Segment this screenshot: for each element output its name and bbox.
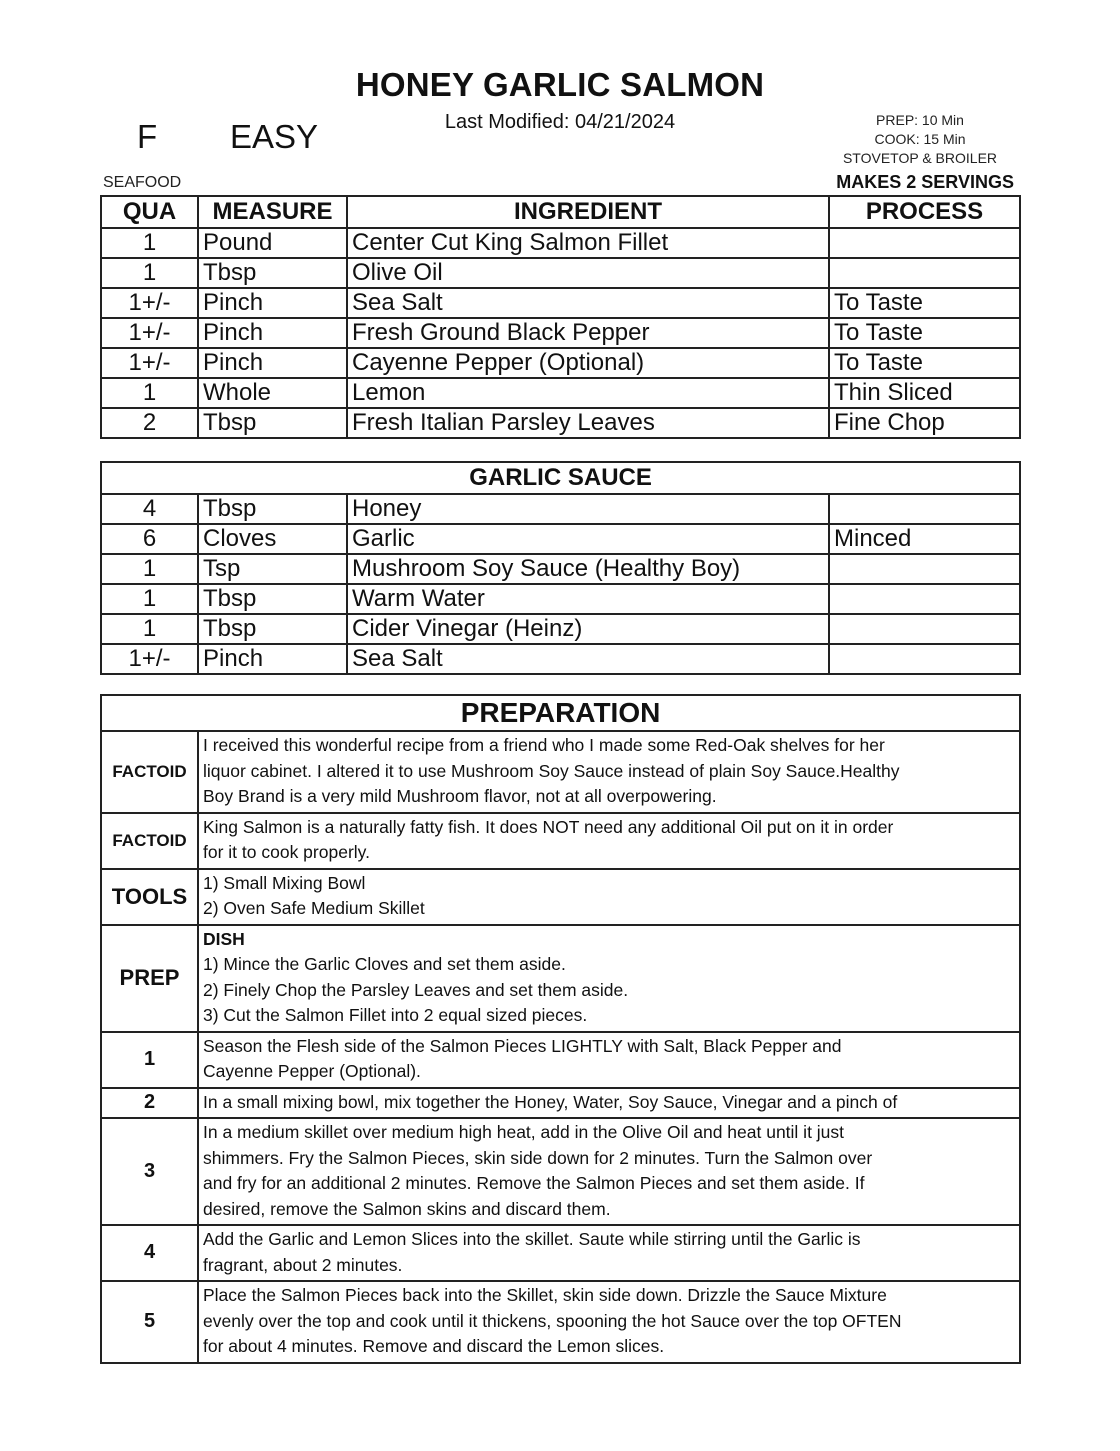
step-number: 4 — [101, 1225, 198, 1281]
step-number: 2 — [101, 1088, 198, 1119]
qty-cell: 1+/- — [101, 288, 198, 318]
process-cell: Thin Sliced — [829, 378, 1020, 408]
measure-cell: Pinch — [198, 288, 347, 318]
step-text — [198, 1088, 1020, 1119]
measure-cell: Tbsp — [198, 258, 347, 288]
ingredients-body — [101, 228, 1020, 438]
qty-cell: 1 — [101, 228, 198, 258]
text-line: In a medium skillet over medium high heat, add in the Olive Oil and heat until it just — [203, 1122, 845, 1142]
text-line: evenly over the top and cook until it thickens, spooning the hot Sauce over the top OFTEN — [203, 1310, 902, 1331]
step-text — [198, 1032, 1020, 1088]
tools-text — [198, 869, 1020, 925]
ingredient-cell: Honey — [347, 494, 829, 524]
last-modified: Last Modified: 04/21/2024 — [444, 111, 676, 133]
process-cell — [829, 258, 1020, 288]
tools-row — [101, 869, 1020, 925]
qty-cell: 1 — [101, 554, 198, 584]
measure-cell: Pinch — [198, 318, 347, 348]
measure-cell: Tbsp — [198, 494, 347, 524]
process-cell — [829, 554, 1020, 584]
ingredient-cell: Fresh Italian Parsley Leaves — [347, 408, 829, 438]
dish-heading: DISH — [203, 928, 245, 949]
text-line: Add the Garlic and Lemon Slices into the skillet. Saute while stirring until the Garlic is — [203, 1229, 861, 1249]
text-line: liquor cabinet. I altered it to use Mushroom Soy Sauce instead of plain Soy Sauce.Healthy — [203, 760, 900, 781]
process-cell: To Taste — [829, 288, 1020, 318]
ingredient-row — [101, 644, 1020, 674]
prep-label: PREP — [101, 925, 198, 1032]
measure-cell: Tbsp — [198, 614, 347, 644]
factoid-label: FACTOID — [101, 731, 198, 813]
garlic-sauce-table — [100, 461, 1021, 675]
recipe-code: F — [137, 118, 158, 155]
qty-cell: 1+/- — [101, 318, 198, 348]
ingredient-row — [101, 614, 1020, 644]
ingredient-row — [101, 228, 1020, 258]
ingredient-row — [101, 524, 1020, 554]
step-row — [101, 1088, 1020, 1119]
process-cell — [829, 644, 1020, 674]
col-header-measure: MEASURE — [198, 196, 347, 228]
col-header-process: PROCESS — [829, 196, 1020, 228]
sauce-title: GARLIC SAUCE — [101, 462, 1020, 494]
qty-cell: 1 — [101, 584, 198, 614]
text-line: Place the Salmon Pieces back into the Skillet, skin side down. Drizzle the Sauce Mixture — [203, 1285, 887, 1305]
preparation-header-row — [101, 695, 1020, 731]
text-line: In a small mixing bowl, mix together the Honey, Water, Soy Sauce, Vinegar and a pinch of — [203, 1091, 898, 1112]
qty-cell: 1 — [101, 258, 198, 288]
qty-cell: 1+/- — [101, 348, 198, 378]
step-text — [198, 1225, 1020, 1281]
col-header-qua: QUA — [101, 196, 198, 228]
text-line: I received this wonderful recipe from a friend who I made some Red-Oak shelves for her — [203, 735, 885, 755]
process-cell — [829, 228, 1020, 258]
tools-label: TOOLS — [101, 869, 198, 925]
ingredient-cell: Sea Salt — [347, 288, 829, 318]
ingredient-row — [101, 258, 1020, 288]
prep-item: 1) Mince the Garlic Cloves and set them aside. — [203, 954, 566, 974]
ingredient-row — [101, 378, 1020, 408]
factoid-text — [198, 813, 1020, 869]
text-line: fragrant, about 2 minutes. — [203, 1254, 403, 1275]
sauce-header-row — [101, 462, 1020, 494]
process-cell — [829, 614, 1020, 644]
step-row — [101, 1118, 1020, 1225]
process-cell: To Taste — [829, 318, 1020, 348]
text-line: King Salmon is a naturally fatty fish. It does NOT need any additional Oil put on it in order — [203, 816, 894, 837]
qty-cell: 1 — [101, 378, 198, 408]
steps-body — [101, 1032, 1020, 1363]
qty-cell: 2 — [101, 408, 198, 438]
cook-method: STOVETOP & BROILER — [842, 150, 998, 166]
ingredient-row — [101, 318, 1020, 348]
prep-item: 2) Finely Chop the Parsley Leaves and set them aside. — [203, 979, 629, 1000]
ingredient-cell: Center Cut King Salmon Fillet — [347, 228, 829, 258]
measure-cell: Pound — [198, 228, 347, 258]
cook-time: COOK: 15 Min — [874, 131, 966, 147]
preparation-table — [100, 694, 1021, 1364]
ingredient-row — [101, 554, 1020, 584]
ingredient-row — [101, 494, 1020, 524]
difficulty-label: EASY — [230, 118, 319, 155]
process-cell: Fine Chop — [829, 408, 1020, 438]
servings-label: MAKES 2 SERVINGS — [836, 172, 1014, 192]
step-text — [198, 1118, 1020, 1225]
step-row — [101, 1281, 1020, 1363]
sauce-body — [101, 494, 1020, 674]
text-line: and fry for an additional 2 minutes. Remove the Salmon Pieces and set them aside. If — [203, 1173, 865, 1193]
ingredient-cell: Fresh Ground Black Pepper — [347, 318, 829, 348]
col-header-ingredient: INGREDIENT — [347, 196, 829, 228]
qty-cell: 4 — [101, 494, 198, 524]
qty-cell: 6 — [101, 524, 198, 554]
ingredient-cell: Olive Oil — [347, 258, 829, 288]
tool-item: 2) Oven Safe Medium Skillet — [203, 898, 425, 918]
ingredient-row — [101, 584, 1020, 614]
text-line: for it to cook properly. — [203, 842, 370, 862]
ingredient-cell: Mushroom Soy Sauce (Healthy Boy) — [347, 554, 829, 584]
time-info — [820, 111, 1020, 168]
text-line: for about 4 minutes. Remove and discard the Lemon slices. — [203, 1336, 665, 1356]
preparation-title: PREPARATION — [101, 695, 1020, 731]
process-cell: To Taste — [829, 348, 1020, 378]
process-cell: Minced — [829, 524, 1020, 554]
measure-cell: Tbsp — [198, 584, 347, 614]
process-cell — [829, 494, 1020, 524]
qty-cell: 1+/- — [101, 644, 198, 674]
prep-time: PREP: 10 Min — [876, 112, 964, 128]
factoid-label: FACTOID — [101, 813, 198, 869]
measure-cell: Cloves — [198, 524, 347, 554]
ingredient-cell: Lemon — [347, 378, 829, 408]
step-row — [101, 1032, 1020, 1088]
measure-cell: Tbsp — [198, 408, 347, 438]
prep-item: 3) Cut the Salmon Fillet into 2 equal sized pieces. — [203, 1005, 588, 1025]
factoid-row — [101, 731, 1020, 813]
tool-item: 1) Small Mixing Bowl — [203, 872, 366, 893]
step-text — [198, 1281, 1020, 1363]
text-line: shimmers. Fry the Salmon Pieces, skin side down for 2 minutes. Turn the Salmon over — [203, 1147, 873, 1168]
ingredient-cell: Sea Salt — [347, 644, 829, 674]
ingredient-row — [101, 348, 1020, 378]
text-line: desired, remove the Salmon skins and discard them. — [203, 1198, 611, 1219]
ingredient-cell: Garlic — [347, 524, 829, 554]
ingredients-header-row — [101, 196, 1020, 228]
ingredient-cell: Cider Vinegar (Heinz) — [347, 614, 829, 644]
factoid-row — [101, 813, 1020, 869]
ingredient-row — [101, 408, 1020, 438]
ingredient-cell: Warm Water — [347, 584, 829, 614]
text-line: Season the Flesh side of the Salmon Pieces LIGHTLY with Salt, Black Pepper and — [203, 1035, 842, 1056]
qty-cell: 1 — [101, 614, 198, 644]
measure-cell: Pinch — [198, 644, 347, 674]
step-number: 3 — [101, 1118, 198, 1225]
ingredient-row — [101, 288, 1020, 318]
prep-text — [198, 925, 1020, 1032]
factoid-text — [198, 731, 1020, 813]
category-label: SEAFOOD — [103, 174, 182, 191]
measure-cell: Tsp — [198, 554, 347, 584]
step-number: 1 — [101, 1032, 198, 1088]
step-number: 5 — [101, 1281, 198, 1363]
process-cell — [829, 584, 1020, 614]
ingredient-cell: Cayenne Pepper (Optional) — [347, 348, 829, 378]
text-line: Boy Brand is a very mild Mushroom flavor, not at all overpowering. — [203, 786, 717, 806]
prep-row — [101, 925, 1020, 1032]
measure-cell: Whole — [198, 378, 347, 408]
measure-cell: Pinch — [198, 348, 347, 378]
recipe-title: HONEY GARLIC SALMON — [355, 66, 765, 103]
text-line: Cayenne Pepper (Optional). — [203, 1061, 421, 1081]
ingredients-table — [100, 195, 1021, 439]
step-row — [101, 1225, 1020, 1281]
